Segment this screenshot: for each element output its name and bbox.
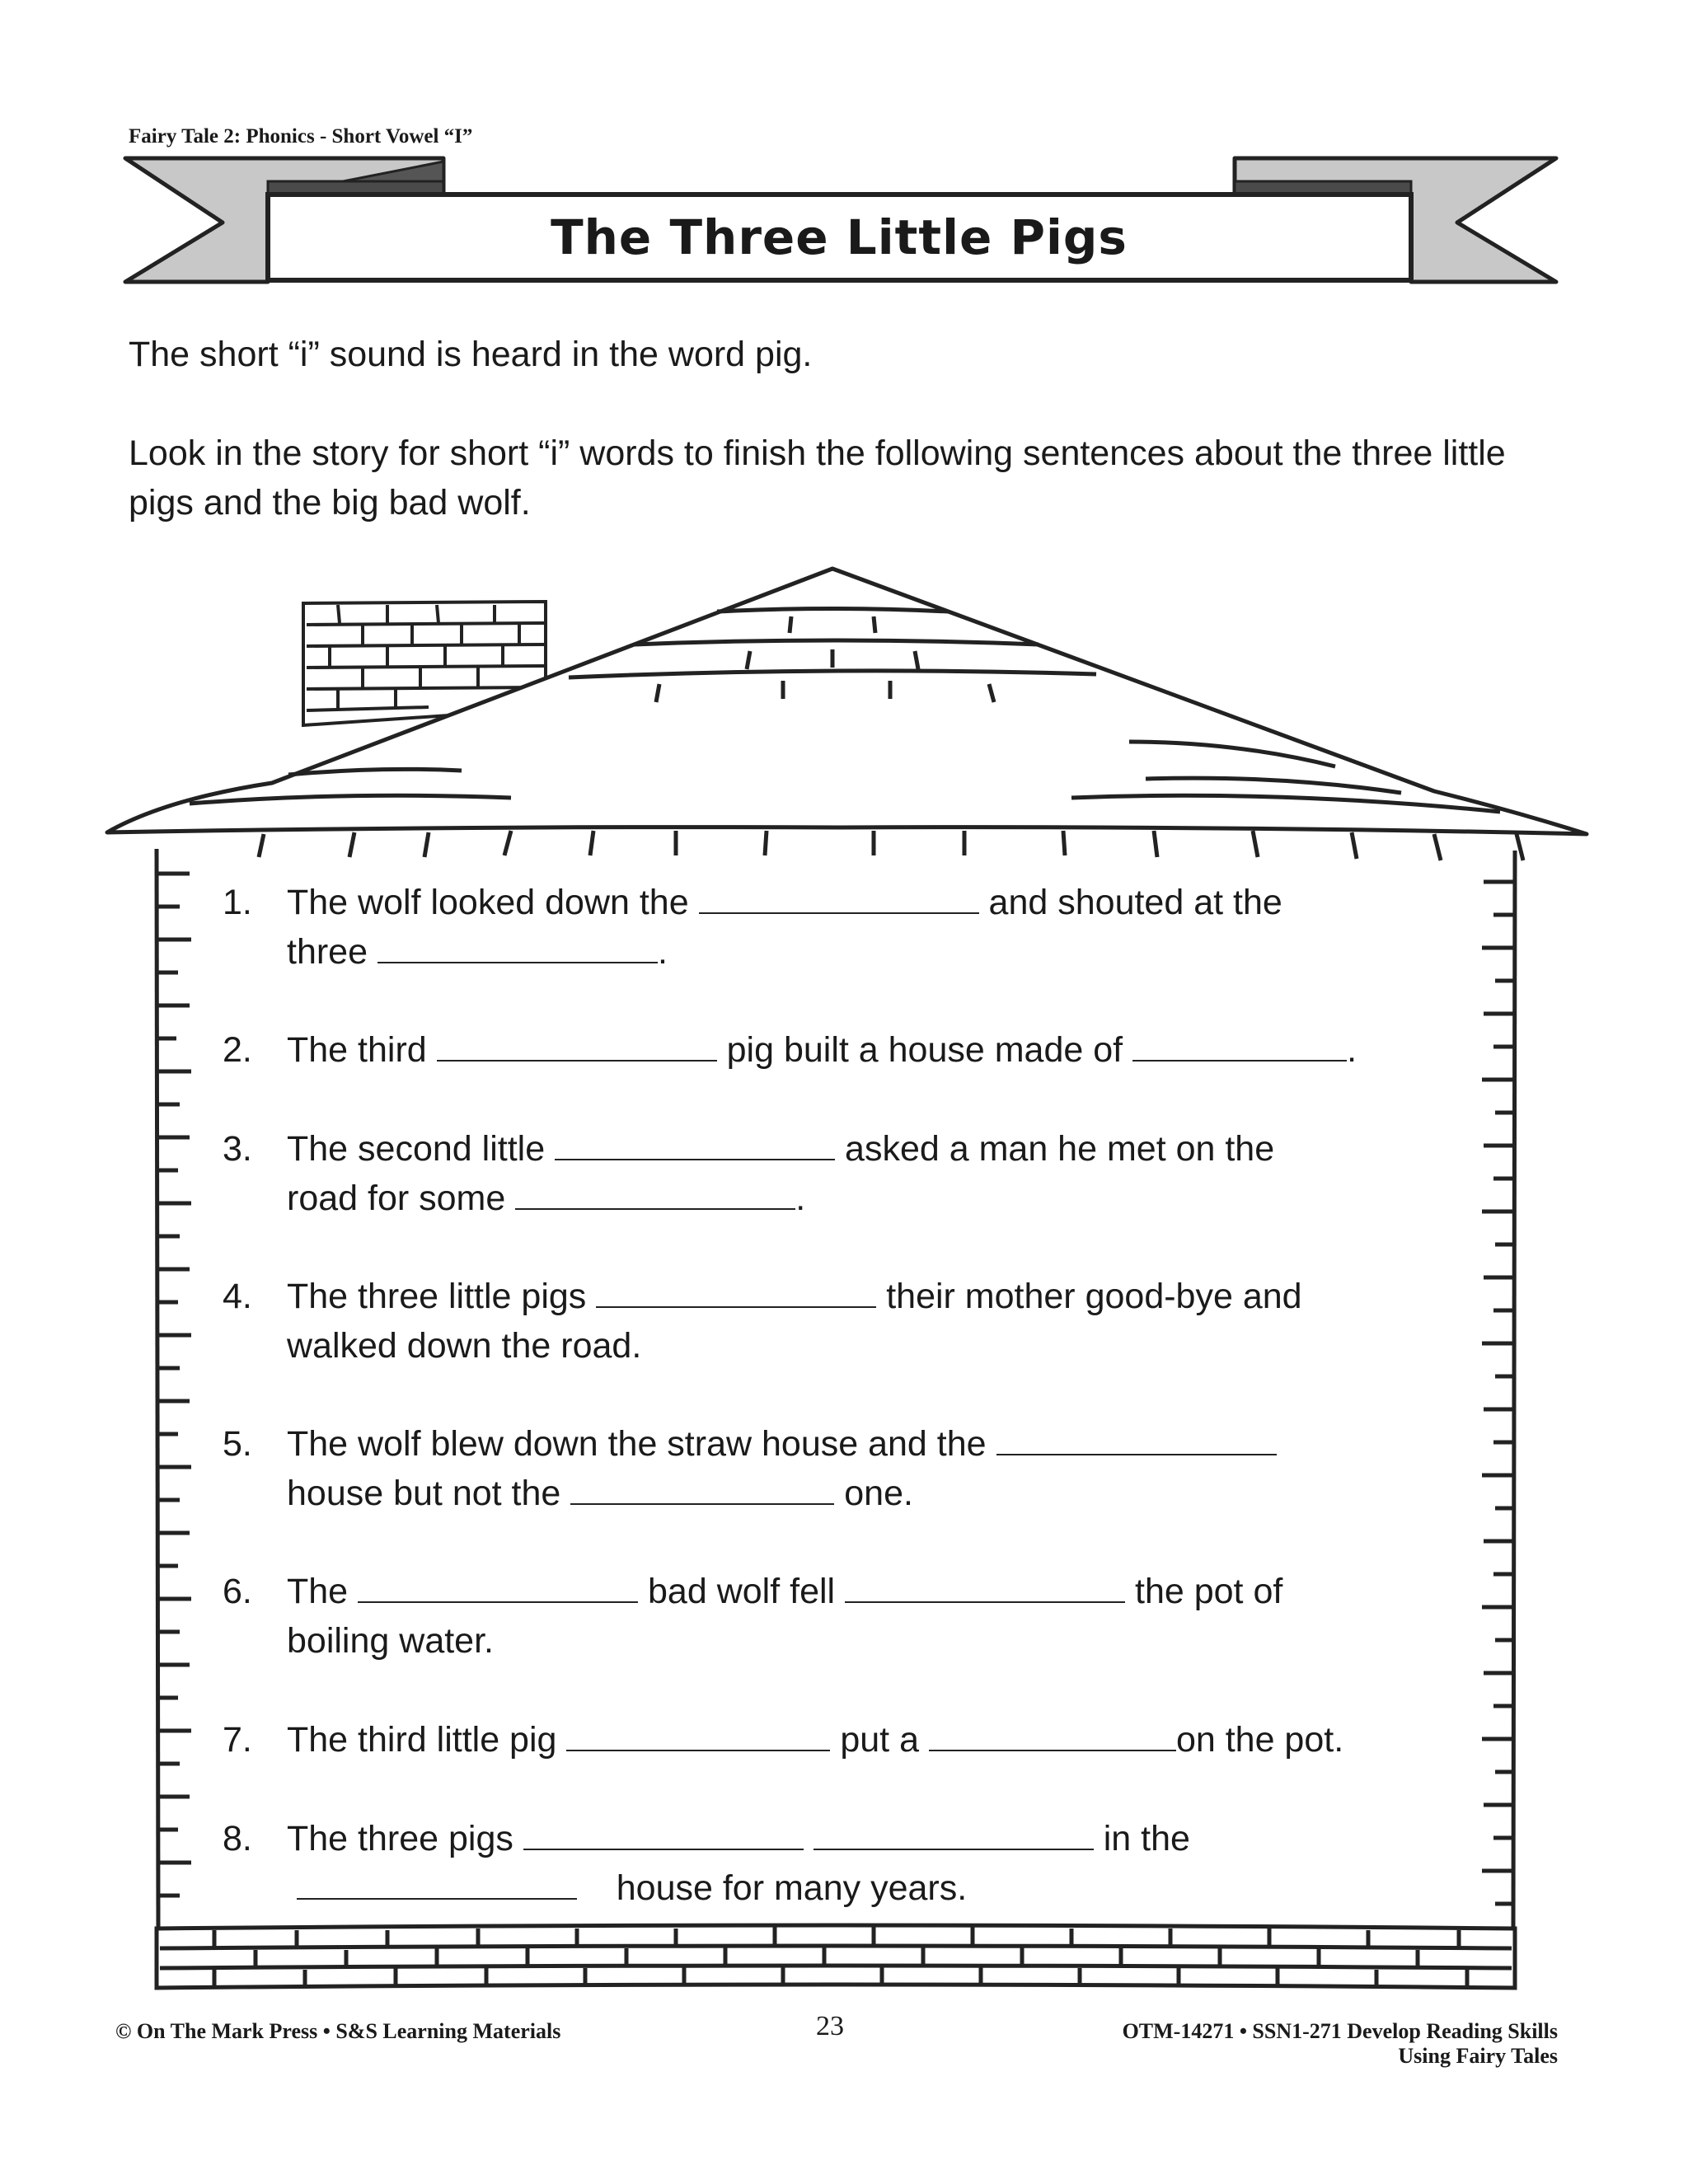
question-2: 2. The third pig built a house made of . <box>223 1025 1475 1075</box>
answer-blank[interactable] <box>555 1126 835 1160</box>
page-number: 23 <box>816 2011 844 2041</box>
question-number: 3. <box>223 1129 252 1169</box>
intro-line-2: Look in the story for short “i” words to finish the following sentences about the three little pigs and the big bad wolf. <box>129 434 1506 523</box>
answer-blank[interactable] <box>699 879 979 914</box>
question-4: 4. The three little pigs their mother good-bye and walked down the road. <box>223 1272 1475 1371</box>
answer-blank[interactable] <box>377 929 658 963</box>
question-8: 8. The three pigs in the house for many years. <box>223 1814 1475 1913</box>
answer-blank[interactable] <box>358 1568 638 1603</box>
answer-blank[interactable] <box>523 1816 804 1850</box>
question-5: 5. The wolf blew down the straw house and the house but not the one. <box>223 1419 1475 1518</box>
answer-blank[interactable] <box>845 1568 1125 1603</box>
question-number: 4. <box>223 1277 252 1316</box>
foundation <box>157 1925 1515 1988</box>
answer-blank[interactable] <box>929 1717 1176 1751</box>
question-number: 5. <box>223 1424 252 1464</box>
page-title: The Three Little Pigs <box>551 209 1128 265</box>
answer-blank[interactable] <box>437 1027 717 1062</box>
answer-blank[interactable] <box>596 1273 876 1308</box>
question-number: 7. <box>223 1720 252 1760</box>
walls <box>157 849 1515 1929</box>
question-1: 1. The wolf looked down the and shouted at the three . <box>223 878 1475 977</box>
answer-blank[interactable] <box>996 1421 1277 1455</box>
series-label: Fairy Tale 2: Phonics - Short Vowel “I” <box>129 125 473 148</box>
answer-blank[interactable] <box>814 1816 1094 1850</box>
question-number: 2. <box>223 1030 252 1070</box>
question-number: 8. <box>223 1819 252 1858</box>
question-6: 6. The bad wolf fell the pot of boiling water. <box>223 1567 1475 1666</box>
question-number: 6. <box>223 1572 252 1611</box>
question-7: 7. The third little pig put a on the pot. <box>223 1715 1475 1765</box>
footer-product: OTM-14271 • SSN1-271 Develop Reading Skills Using Fairy Tales <box>1122 2019 1558 2068</box>
answer-blank[interactable] <box>570 1470 834 1505</box>
answer-blank[interactable] <box>515 1175 795 1210</box>
intro-line-1: The short “i” sound is heard in the word pig. <box>129 335 813 374</box>
answer-blank[interactable] <box>1132 1027 1347 1062</box>
question-3: 3. The second little asked a man he met on the road for some . <box>223 1124 1475 1223</box>
footer-publisher: © On The Mark Press • S&S Learning Materials <box>115 2019 561 2043</box>
question-number: 1. <box>223 883 252 922</box>
answer-blank[interactable] <box>297 1865 577 1900</box>
answer-blank[interactable] <box>566 1717 830 1751</box>
